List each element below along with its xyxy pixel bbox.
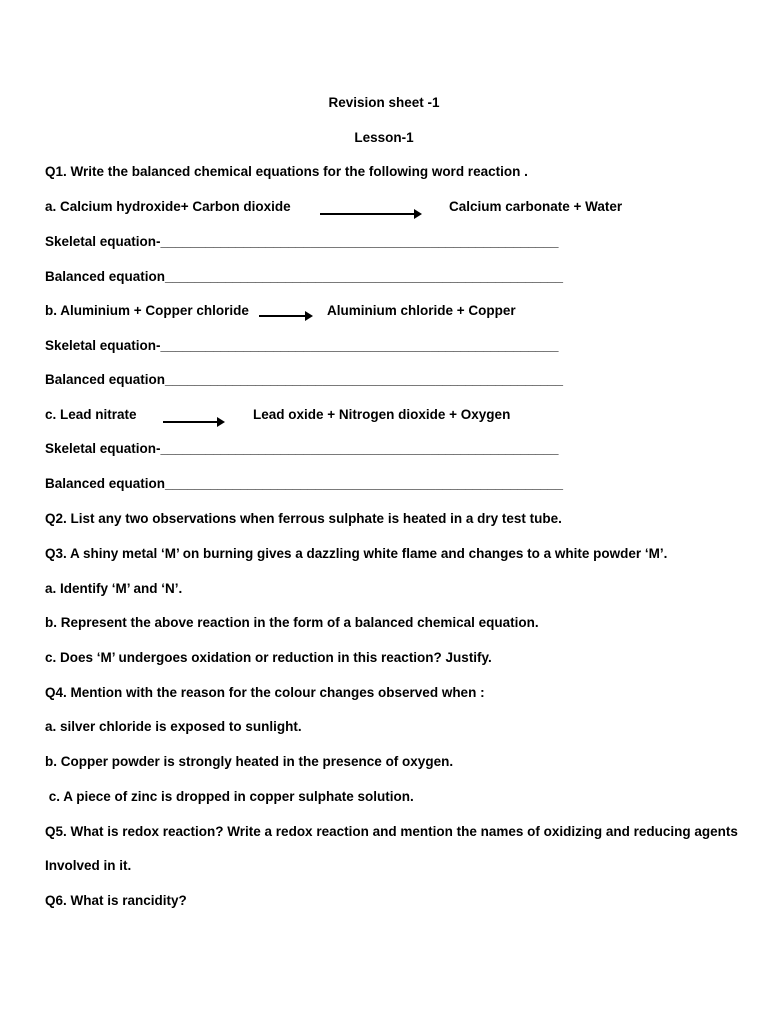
q1a-arrow-icon: [320, 213, 420, 215]
q4c-text: c. A piece of zinc is dropped in copper sulphate solution.: [45, 789, 414, 804]
q1b-arrow-icon: [259, 315, 311, 317]
q1b-skeletal-line: Skeletal equation-_____________________________________________________: [45, 338, 559, 353]
q1c-arrow-icon: [163, 421, 223, 423]
q1a-reactants: a. Calcium hydroxide+ Carbon dioxide: [45, 199, 291, 214]
q1c-balanced-line: Balanced equation_____________________________________________________: [45, 476, 563, 491]
q2-text: Q2. List any two observations when ferrous sulphate is heated in a dry test tube.: [45, 511, 562, 526]
q1b-products: Aluminium chloride + Copper: [327, 303, 516, 318]
q3c-text: c. Does ‘M’ undergoes oxidation or reduction in this reaction? Justify.: [45, 650, 492, 665]
q6-text: Q6. What is rancidity?: [45, 893, 187, 908]
q1a-balanced-line: Balanced equation_____________________________________________________: [45, 269, 563, 284]
q3-text: Q3. A shiny metal ‘M’ on burning gives a dazzling white flame and changes to a white powder ‘M’.: [45, 546, 668, 561]
q4-text: Q4. Mention with the reason for the colour changes observed when :: [45, 685, 485, 700]
q4b-text: b. Copper powder is strongly heated in the presence of oxygen.: [45, 754, 454, 769]
q1a-products: Calcium carbonate + Water: [449, 199, 623, 214]
q3a-text: a. Identify ‘M’ and ‘N’.: [45, 581, 183, 596]
q4a-text: a. silver chloride is exposed to sunlight.: [45, 719, 302, 734]
sheet-title: Revision sheet -1: [328, 95, 440, 110]
q1b-reactants: b. Aluminium + Copper chloride: [45, 303, 249, 318]
q5-text-line2: Involved in it.: [45, 858, 132, 873]
q3b-text: b. Represent the above reaction in the form of a balanced chemical equation.: [45, 615, 539, 630]
q1b-balanced-line: Balanced equation_____________________________________________________: [45, 372, 563, 387]
q1-text: Q1. Write the balanced chemical equations for the following word reaction .: [45, 164, 528, 179]
q1c-products: Lead oxide + Nitrogen dioxide + Oxygen: [253, 407, 511, 422]
q5-text-line1: Q5. What is redox reaction? Write a redox reaction and mention the names of oxidizing and reducing agents: [45, 824, 738, 839]
lesson-heading: Lesson-1: [354, 130, 414, 145]
q1a-skeletal-line: Skeletal equation-_____________________________________________________: [45, 234, 559, 249]
q1c-skeletal-line: Skeletal equation-_____________________________________________________: [45, 441, 559, 456]
q1c-reactants: c. Lead nitrate: [45, 407, 137, 422]
